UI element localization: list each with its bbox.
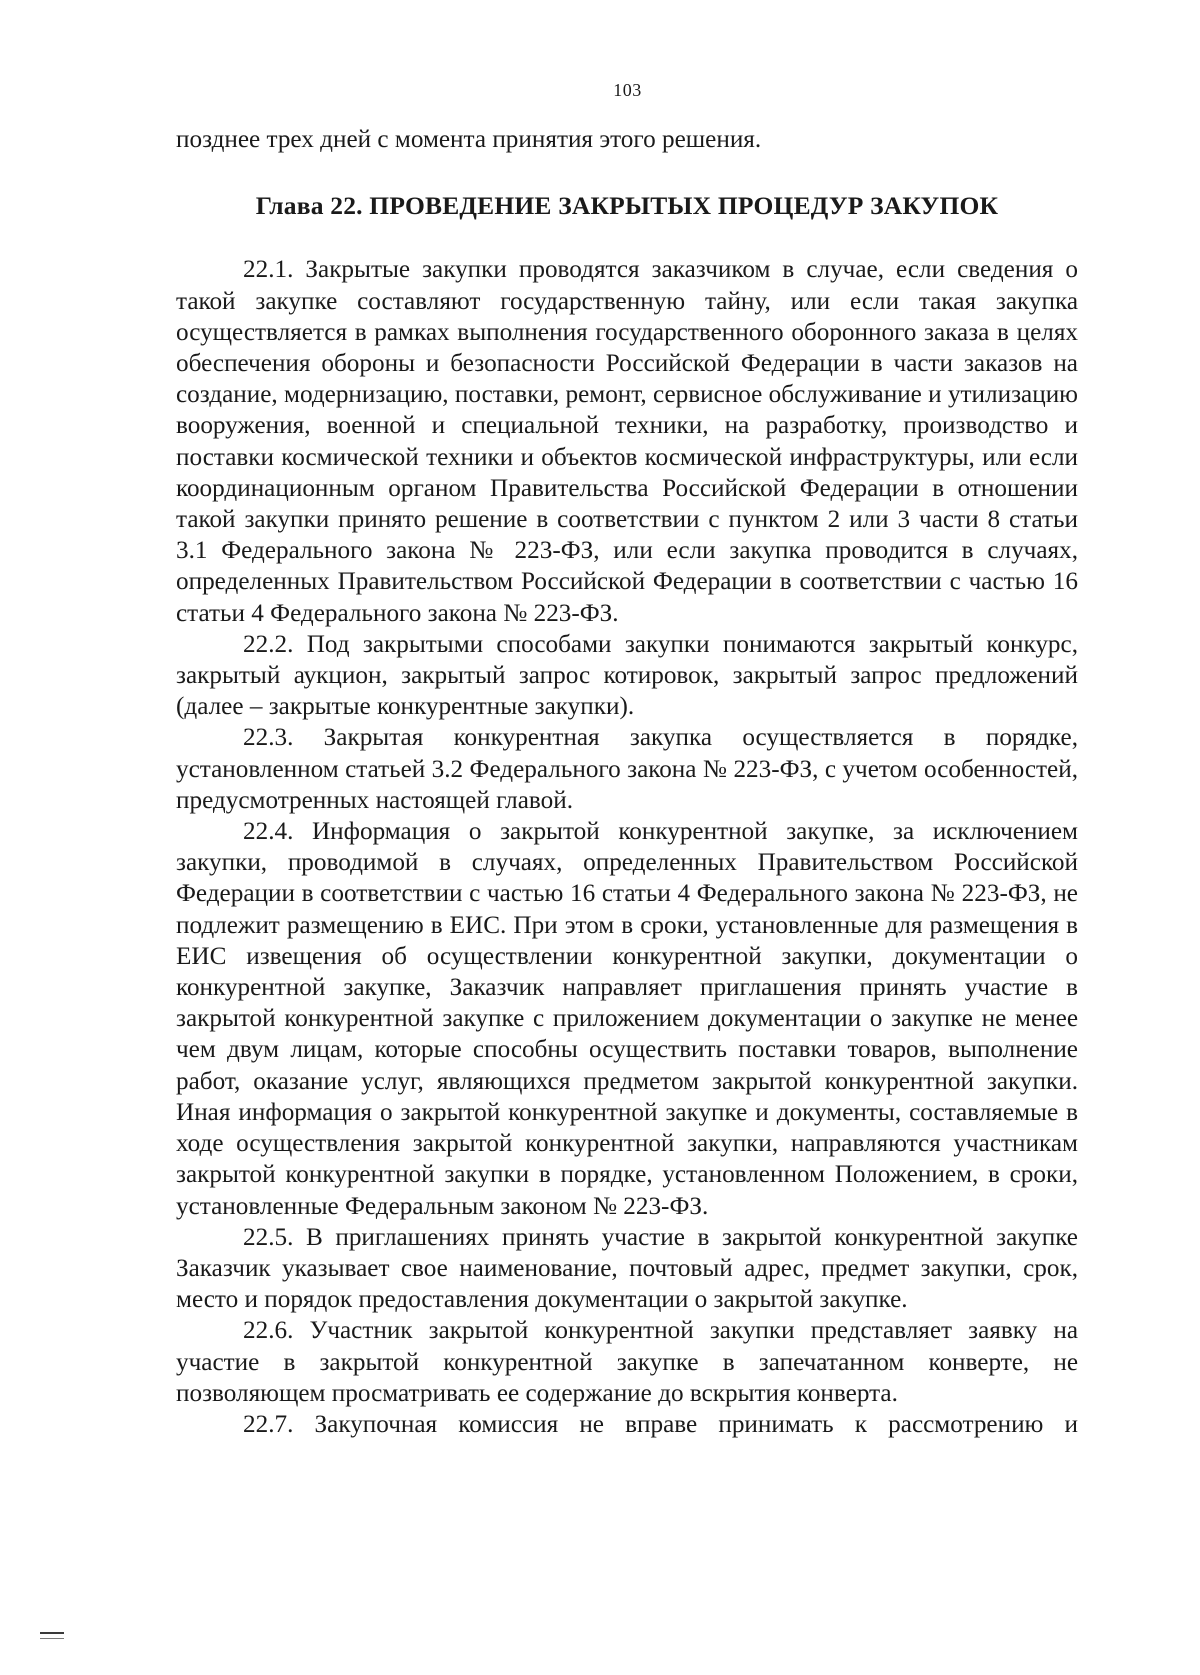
paragraph-22-1: 22.1. Закрытые закупки проводятся заказчиком в случае, если сведения о такой закупке составляют государственную тайну, или если такая закупка осуществляется в рамках выполнения государственного оборонного заказа в целях обеспечения обороны и безопасности Российской Федерации в части заказов на создание, модернизацию, поставки, ремонт, сервисное обслуживание и утилизацию вооружения, военной и специальной техники, на разработку, производство и поставки космической техники и объектов космической инфраструктуры, или если координационным органом Правительства Российской Федерации в отношении такой закупки принято решение в соответствии с пунктом 2 или 3 части 8 статьи 3.1 Федерального закона № 223-ФЗ, или если закупка проводится в случаях, определенных Правительством Российской Федерации в соответствии с частью 16 статьи 4 Федерального закона № 223-ФЗ. [176,256,1078,627]
paragraph-22-4: 22.4. Информация о закрытой конкурентной закупке, за исключением закупки, проводимой в случаях, определенных Правительством Российской Федерации в соответствии с частью 16 статьи 4 Федерального закона № 223-ФЗ, не подлежит размещению в ЕИС. При этом в сроки, установленные для размещения в ЕИС извещения об осуществлении конкурентной закупки, документации о конкурентной закупке, Заказчик направляет приглашения принять участие в закрытой конкурентной закупке с приложением документации о закупке не менее чем двум лицам, которые способны осуществить поставки товаров, выполнение работ, оказание услуг, являющихся предметом закрытой конкурентной закупки. Иная информация о закрытой конкурентной закупке и документы, составляемые в ходе осуществления закрытой конкурентной закупки, направляются участникам закрытой конкурентной закупки в порядке, установленном Положением, в сроки, установленные Федеральным законом № 223-ФЗ. [176,818,1078,1220]
paragraph-22-7: 22.7. Закупочная комиссия не вправе принимать к рассмотрению и [243,1410,1078,1438]
scan-corner-mark [40,1632,64,1639]
continuation-line: позднее трех дней с момента принятия этого решения. [176,126,762,153]
paragraph-22-5: 22.5. В приглашениях принять участие в закрытой конкурентной закупке Заказчик указывает свое наименование, почтовый адрес, предмет закупки, срок, место и порядок предоставления документации о закрытой закупке. [176,1223,1078,1314]
page-number: 103 [613,80,642,100]
document-body [176,124,1078,1440]
paragraph-22-6: 22.6. Участник закрытой конкурентной закупки представляет заявку на участие в закрытой конкурентной закупке в запечатанном конверте, не позволяющем просматривать ее содержание до вскрытия конверта. [176,1317,1078,1407]
paragraph-22-3: 22.3. Закрытая конкурентная закупка осуществляется в порядке, установленном статьей 3.2 Федерального закона № 223-ФЗ, с учетом особенностей, предусмотренных настоящей главой. [176,724,1078,814]
paragraph-22-2: 22.2. Под закрытыми способами закупки понимаются закрытый конкурс, закрытый аукцион, закрытый запрос котировок, закрытый запрос предложений (далее – закрытые конкурентные закупки). [176,630,1078,721]
chapter-title: Глава 22. ПРОВЕДЕНИЕ ЗАКРЫТЫХ ПРОЦЕДУР ЗАКУПОК [255,191,999,221]
